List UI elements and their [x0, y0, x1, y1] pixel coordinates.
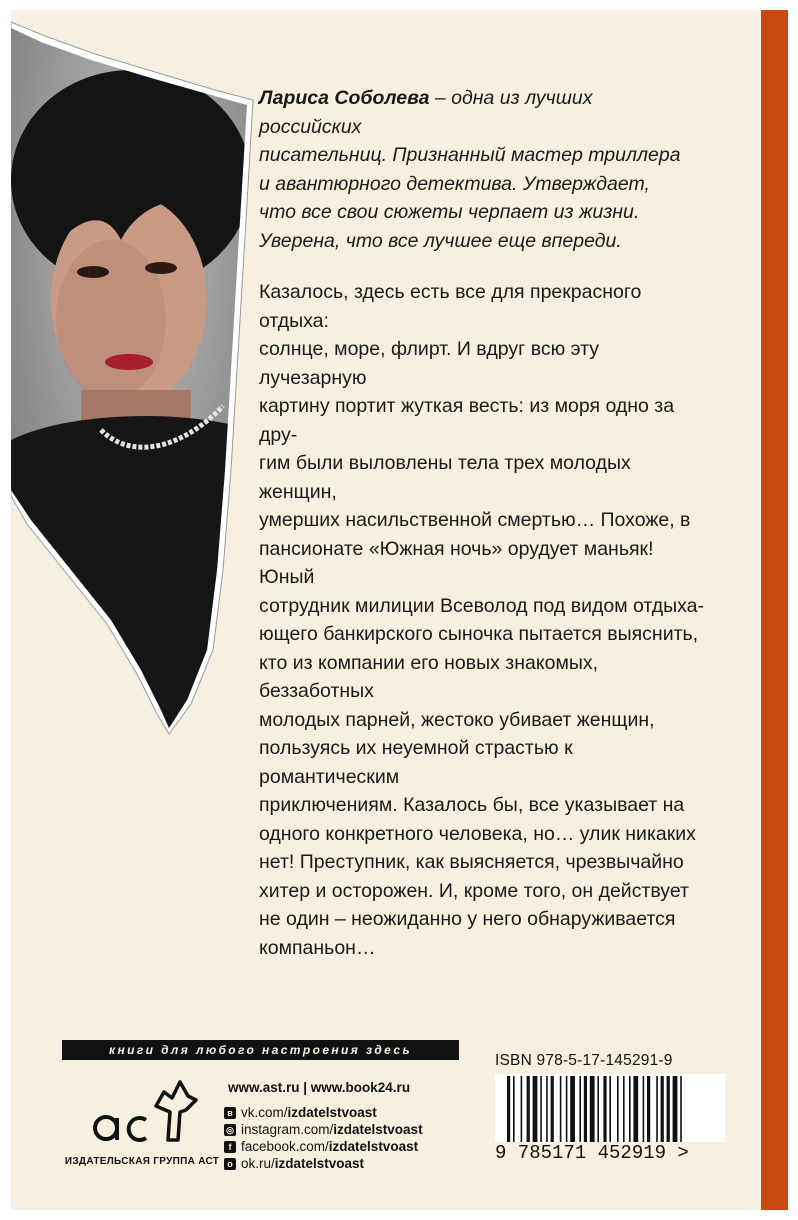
- blurb-line: сотрудник милиции Всеволод под видом отдыха-: [259, 594, 704, 617]
- social-link-ok[interactable]: [224, 1155, 423, 1172]
- social-url-prefix: vk.com/: [241, 1105, 288, 1120]
- blurb-line: не один – неожиданно у него обнаруживается: [259, 908, 676, 930]
- bio-line: что все свои сюжеты черпает из жизни.: [259, 201, 640, 223]
- author-name: Лариса Соболева: [259, 87, 430, 109]
- blurb-line: солнце, море, флирт. И вдруг всю эту лучезарную: [259, 338, 600, 389]
- facebook-icon: f: [224, 1141, 236, 1153]
- social-handle: izdatelstvoast: [274, 1156, 365, 1171]
- bio-line: и авантюрного детектива. Утверждает,: [259, 172, 650, 195]
- blurb-line: хитер и осторожен. И, кроме того, он действует: [259, 879, 689, 902]
- ast-logo: [84, 1078, 204, 1148]
- publisher-name: ИЗДАТЕЛЬСКАЯ ГРУППА АСТ: [64, 1156, 220, 1167]
- social-link-instagram[interactable]: [224, 1121, 423, 1138]
- blurb-line: пансионате «Южная ночь» орудует маньяк! Юный: [259, 537, 654, 588]
- social-handle: izdatelstvoast: [287, 1105, 377, 1120]
- author-bio: [259, 84, 699, 255]
- vk-icon: в: [224, 1107, 236, 1119]
- book-back-cover: [11, 10, 761, 1210]
- bio-line: писательниц. Признанный мастер триллера: [259, 144, 681, 166]
- blurb-line: картину портит жуткая весть: из моря одно за дру-: [259, 395, 675, 446]
- blurb-line: нет! Преступник, как выясняется, чрезвычайно: [259, 851, 684, 873]
- blurb-line: приключениям. Казалось бы, все указывает на: [259, 794, 685, 816]
- social-url-prefix: ok.ru/: [241, 1156, 275, 1171]
- barcode-number: 9 785171 452919 >: [495, 1142, 725, 1164]
- author-photo: [11, 10, 261, 740]
- blurb-line: кто из компании его новых знакомых, беззаботных: [259, 651, 599, 702]
- blurb-line: ющего банкирского сыночка пытается выяснить,: [259, 623, 699, 645]
- social-links: [224, 1104, 423, 1172]
- social-link-facebook[interactable]: [224, 1138, 423, 1155]
- blurb-line: пользуясь их неуемной страстью к романтическим: [259, 737, 573, 788]
- social-handle: izdatelstvoast: [333, 1122, 423, 1137]
- tagline-banner: книги для любого настроения здесь: [62, 1040, 459, 1060]
- blurb-line: умерших насильственной смертью… Похоже, в: [259, 509, 691, 531]
- spine-strip: [761, 10, 788, 1210]
- website-links[interactable]: www.ast.ru | www.book24.ru: [228, 1080, 411, 1095]
- blurb-line: Казалось, здесь есть все для прекрасного отдыха:: [259, 281, 642, 332]
- social-url-prefix: facebook.com/: [241, 1139, 329, 1154]
- blurb-line: одного конкретного человека, но… улик никаких: [259, 822, 696, 845]
- social-url-prefix: instagram.com/: [241, 1122, 334, 1137]
- social-link-vk[interactable]: [224, 1104, 423, 1121]
- blurb-line: молодых парней, жестоко убивает женщин,: [259, 708, 655, 731]
- social-handle: izdatelstvoast: [328, 1139, 419, 1154]
- isbn-label: ISBN 978-5-17-145291-9: [495, 1052, 673, 1069]
- blurb-line: компаньон…: [259, 936, 376, 959]
- bio-line: – одна из лучших российских: [259, 87, 593, 138]
- bio-line: Уверена, что все лучшее еще впереди.: [259, 229, 622, 252]
- blurb-line: гим были выловлены тела трех молодых женщин,: [259, 452, 631, 503]
- book-blurb: [259, 278, 709, 962]
- ok-icon: о: [224, 1158, 236, 1170]
- instagram-icon: ◎: [224, 1124, 236, 1136]
